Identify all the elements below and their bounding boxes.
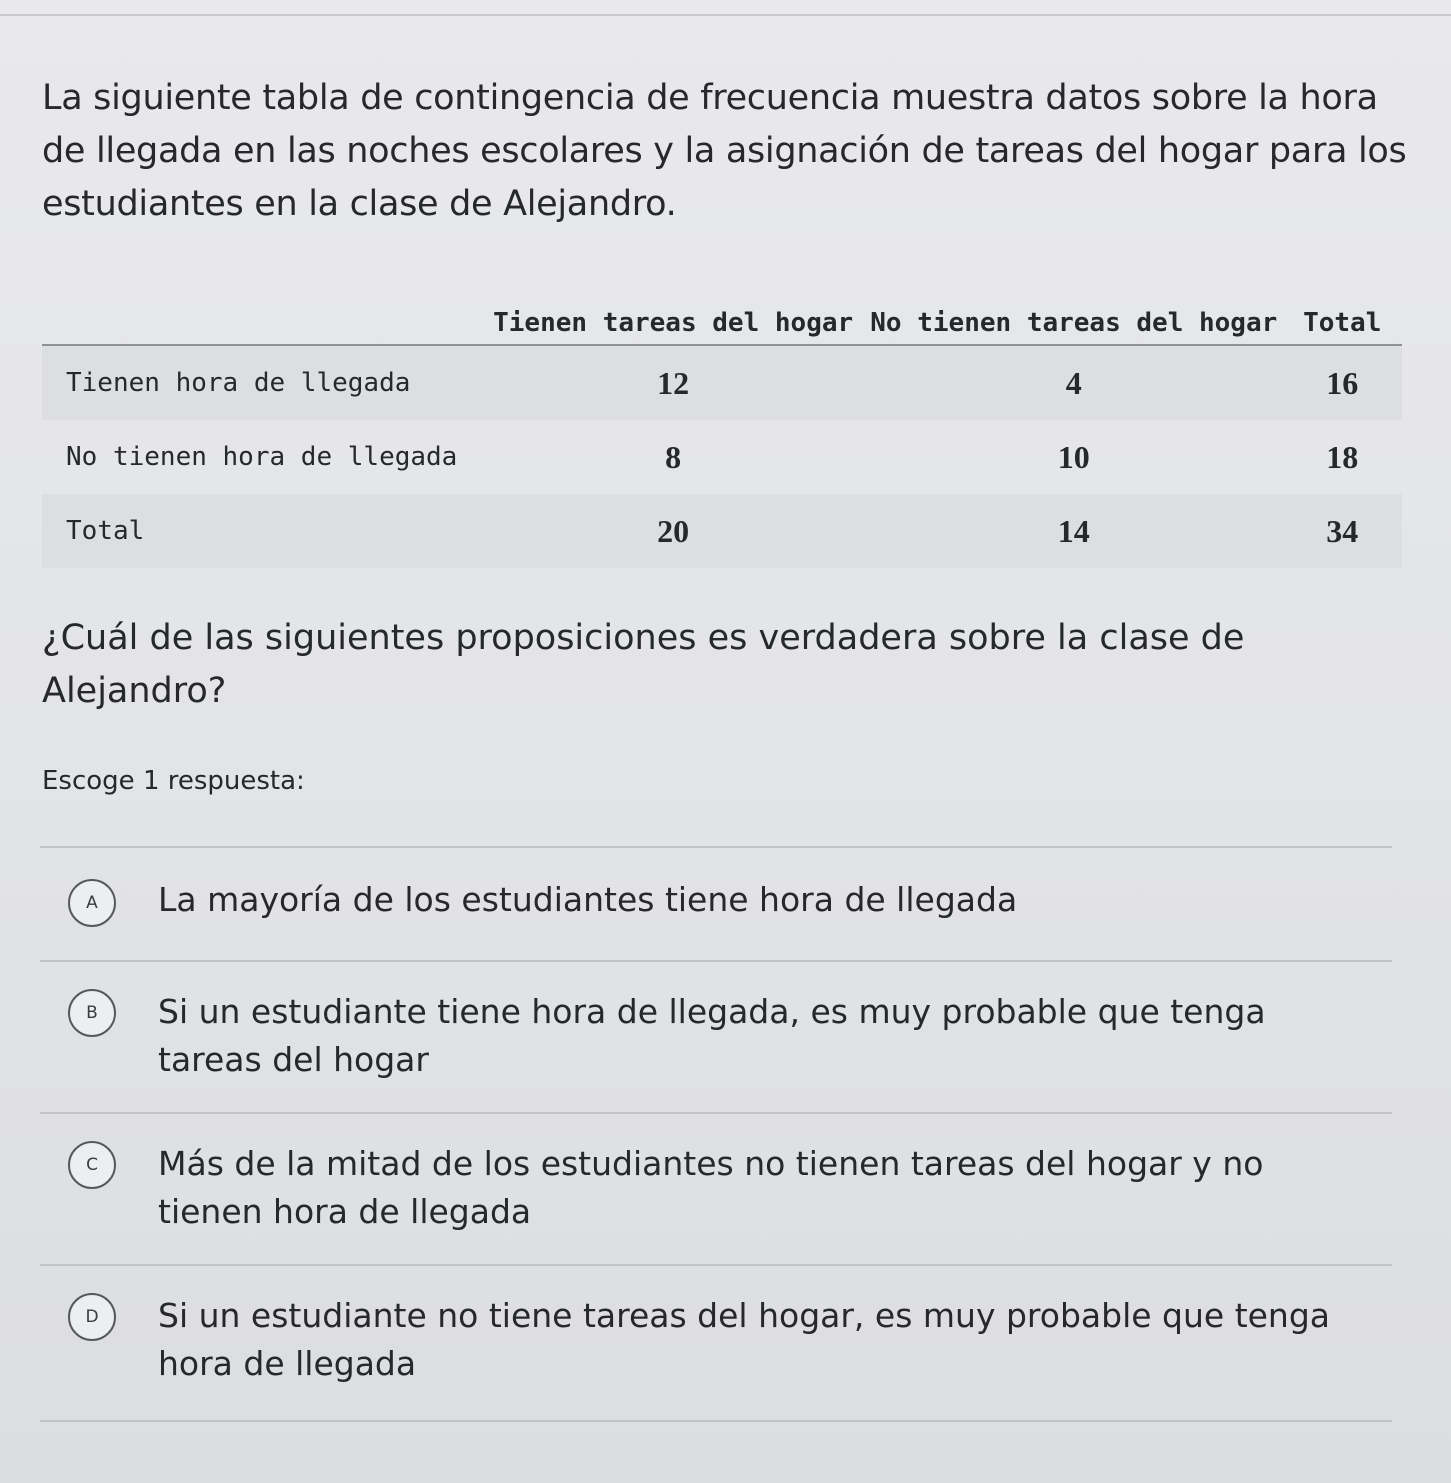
top-divider <box>0 14 1451 16</box>
question-text: ¿Cuál de las siguientes proposiciones es verdadera sobre la clase de Alejandro? <box>42 618 1245 711</box>
choice-c-radio[interactable]: C <box>68 1141 116 1189</box>
table-cell: 12 <box>481 345 865 420</box>
table-cell: 34 <box>1282 494 1402 568</box>
header-corner <box>42 290 481 345</box>
choice-a-text: La mayoría de los estudiantes tiene hora de llegada <box>158 880 1018 919</box>
choice-d[interactable] <box>40 1266 1392 1422</box>
choice-b-text: Si un estudiante tiene hora de llegada, es muy probable que tenga tareas del hogar <box>158 992 1266 1079</box>
table-cell: 18 <box>1326 438 1359 475</box>
intro-text: La siguiente tabla de contingencia de frecuencia muestra datos sobre la hora de llegada en las noches escolares y la asignación de tareas del hogar para los estudiantes en la clase de Alejandro. <box>42 78 1407 224</box>
header-no-tienen-tareas: No tienen tareas del hogar <box>865 290 1282 345</box>
table-cell: 4 <box>865 345 1282 420</box>
contingency-table <box>42 290 1402 568</box>
table-cell: 16 <box>1282 345 1402 420</box>
choice-b[interactable] <box>40 962 1392 1114</box>
choice-a-radio[interactable]: A <box>68 879 116 927</box>
choice-c-text: Más de la mitad de los estudiantes no tienen tareas del hogar y no tienen hora de llegada <box>158 1144 1264 1231</box>
choice-a[interactable] <box>40 848 1392 962</box>
choice-d-radio[interactable]: D <box>68 1293 116 1341</box>
table-row <box>42 345 1402 420</box>
row-label: Tienen hora de llegada <box>42 345 481 420</box>
header-total: Total <box>1282 290 1402 345</box>
table-cell: 8 <box>665 438 682 475</box>
row-label: No tienen hora de llegada <box>66 442 458 472</box>
choice-d-text: Si un estudiante no tiene tareas del hogar, es muy probable que tenga hora de llegada <box>158 1296 1331 1383</box>
choice-b-radio[interactable]: B <box>68 989 116 1037</box>
choice-c[interactable] <box>40 1114 1392 1266</box>
table-cell: 14 <box>865 494 1282 568</box>
table-cell: 20 <box>481 494 865 568</box>
table-cell: 10 <box>1057 438 1090 475</box>
answer-prompt: Escoge 1 respuesta: <box>42 766 305 796</box>
header-tienen-tareas: Tienen tareas del hogar <box>481 290 865 345</box>
table-row <box>42 420 1402 494</box>
row-label: Total <box>42 494 481 568</box>
answer-choices <box>40 846 1392 1422</box>
table-header-row <box>42 290 1402 345</box>
table-row <box>42 494 1402 568</box>
